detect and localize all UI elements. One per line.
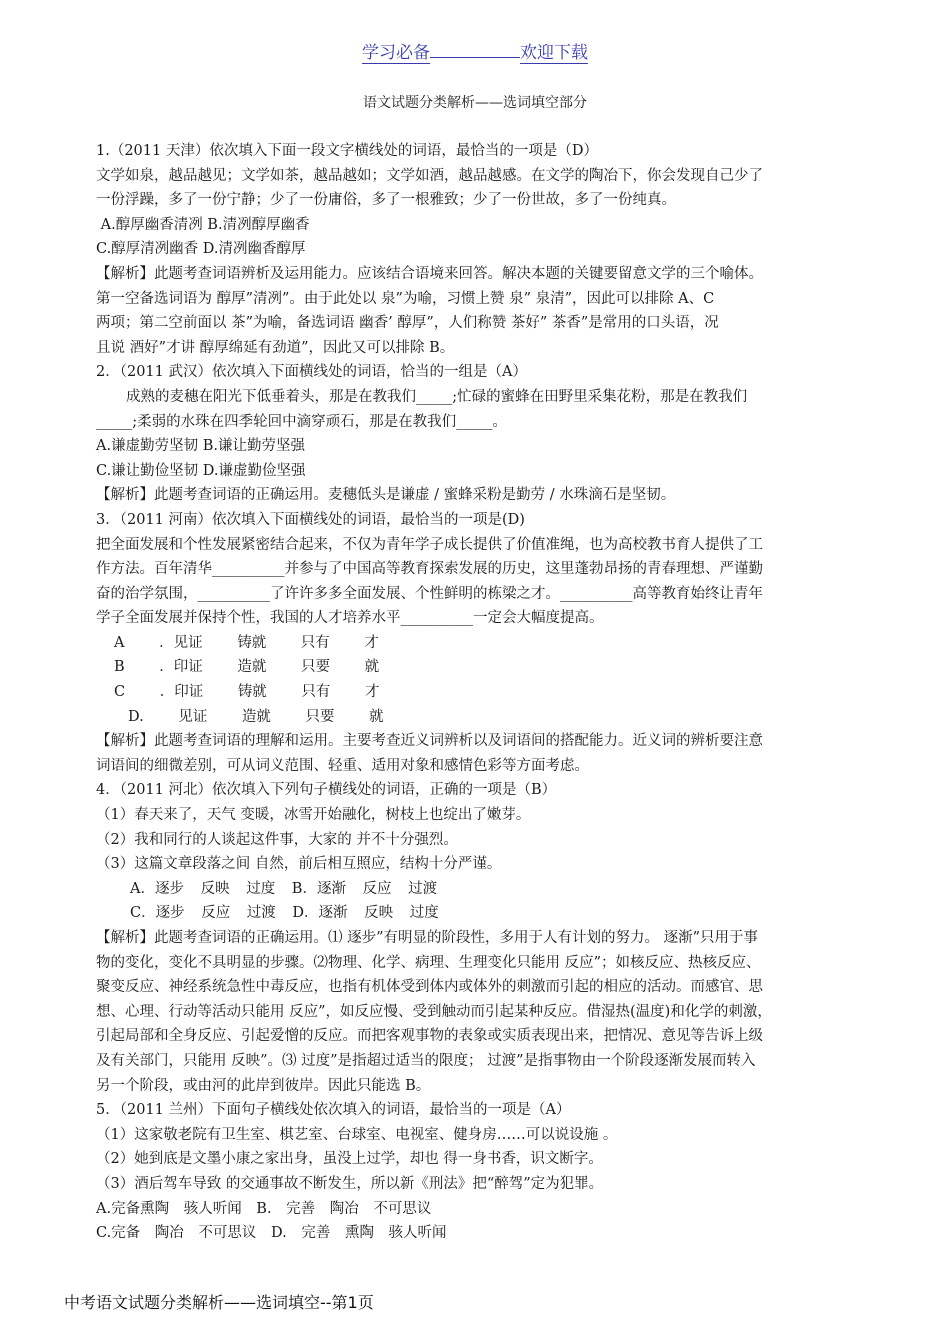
- text-line: （3）酒后驾车导致 的交通事故不断发生，所以新《刑法》把“醉驾”定为犯罪。: [96, 1175, 604, 1192]
- text-line: A.完备熏陶 骇人听闻 B. 完善 陶冶 不可思议: [96, 1200, 432, 1217]
- text-line: 1.（2011 天津）依次填入下面一段文字横线处的词语，最恰当的一项是（D）: [96, 143, 598, 159]
- text-line: C．逐步 反应 过渡 D．逐渐 反映 过度: [130, 905, 439, 922]
- text-line: 学子全面发展并保持个性，我国的人才培养水平__________一定会大幅度提高。: [96, 610, 604, 627]
- text-line: 词语间的细微差别，可从词义范围、轻重、适用对象和感情色彩等方面考虑。: [96, 757, 589, 774]
- text-line: 物的变化，变化不具明显的步骤。⑵物理、化学、病理、生理变化只能用 反应”；如核反应、热核反应、: [96, 954, 761, 971]
- text-line: 4．（2011 河北）依次填入下列句子横线处的词语，正确的一项是（B）: [96, 782, 557, 799]
- page-footer: 中考语文试题分类解析——选词填空--第1页: [64, 1293, 374, 1312]
- text-line: 【解析】此题考查词语的正确运用。⑴ 逐步”有明显的阶段性，多用于人有计划的努力。 逐渐”只用于事: [96, 930, 759, 946]
- text-line: 引起局部和全身反应、引起爱憎的反应。而把客观事物的表象或实质表现出来，把情况、意见等告诉上级: [96, 1028, 763, 1045]
- text-line: 5．（2011 兰州）下面句子横线处依次填入的词语，最恰当的一项是（A）: [96, 1102, 571, 1119]
- document-body: [96, 139, 866, 1246]
- text-line: 且说 酒好”才讲 醇厚绵延有劲道”，因此又可以排除 B。: [96, 339, 455, 356]
- text-line: 聚变反应、神经系统急性中毒反应，也指有机体受到体内或体外的刺激而引起的相应的活动。而感官、思: [96, 979, 763, 996]
- text-line: 一份浮躁，多了一份宁静；少了一份庸俗，多了一根雅致；少了一份世故，多了一份纯真。: [96, 192, 676, 209]
- page-header: [0, 38, 950, 63]
- text-line: （1）春天来了，天气 变暖，冰雪开始融化，树枝上也绽出了嫩芽。: [96, 807, 531, 824]
- text-line: 【解析】此题考查词语的正确运用。麦穗低头是谦虚 / 蜜蜂采粉是勤劳 / 水珠滴石是坚韧。: [96, 487, 676, 504]
- text-line: B ．印证 造就 只要 就: [114, 659, 380, 676]
- text-line: 作方法。百年清华__________并参与了中国高等教育探索发展的历史，这里蓬勃昂扬的青春理想、严谨勤: [96, 561, 763, 578]
- text-line: A.谦虚勤劳坚韧 B.谦让勤劳坚强: [96, 438, 305, 455]
- header-gap: [430, 43, 520, 58]
- text-line: （2）我和同行的人谈起这件事，大家的 并不十分强烈。: [96, 831, 458, 848]
- text-line: A ．见证 铸就 只有 才: [114, 634, 379, 651]
- text-line: A．逐步 反映 过度 B．逐渐 反应 过渡: [130, 880, 438, 897]
- text-line: 2．（2011 武汉）依次填入下面横线处的词语，恰当的一组是（A）: [96, 364, 527, 381]
- text-line: A.醇厚幽香清冽 B.清冽醇厚幽香: [96, 216, 310, 233]
- text-line: （3）这篇文章段落之间 自然，前后相互照应，结构十分严谨。: [96, 856, 502, 873]
- text-line: C.谦让勤俭坚韧 D.谦虚勤俭坚强: [96, 462, 306, 479]
- text-line: 【解析】此题考查词语辨析及运用能力。应该结合语境来回答。解决本题的关键要留意文学的三个喻体。: [96, 265, 763, 282]
- text-line: 第一空备选词语为 醇厚”清冽”。由于此处以 泉”为喻，习惯上赞 泉” 泉清”，因此可以排除 A、C: [96, 290, 715, 307]
- text-line: 成熟的麦穗在阳光下低垂着头，那是在教我们_____;忙碌的蜜蜂在田野里采集花粉，那是在教我们: [126, 388, 748, 405]
- text-line: （1）这家敬老院有卫生室、棋艺室、台球室、电视室、健身房……可以说设施 。: [96, 1126, 618, 1143]
- text-line: （2）她到底是文墨小康之家出身，虽没上过学，却也 得一身书香，识文断字。: [96, 1151, 603, 1168]
- text-line: C ．印证 铸就 只有 才: [114, 684, 380, 701]
- text-line: 【解析】此题考查词语的理解和运用。主要考查近义词辨析以及词语间的搭配能力。近义词的辨析要注意: [96, 733, 763, 750]
- header-left: 学习必备: [362, 43, 430, 63]
- text-line: 另一个阶段，或由河的此岸到彼岸。因此只能选 B。: [96, 1077, 431, 1094]
- text-line: 3．（2011 河南）依次填入下面横线处的词语，最恰当的一项是(D): [96, 511, 525, 528]
- header-right: 欢迎下载: [520, 43, 588, 63]
- text-line: C.醇厚清冽幽香 D.清冽幽香醇厚: [96, 241, 306, 258]
- text-line: 两项；第二空前面以 茶”为喻，备选词语 幽香’ 醇厚”，人们称赞 茶好” 茶香”是常用的口头语，况: [96, 315, 719, 332]
- text-line: D. 见证 造就 只要 就: [128, 708, 384, 725]
- document-title: 语文试题分类解析——选词填空部分: [363, 95, 587, 111]
- text-line: 把全面发展和个性发展紧密结合起来，不仅为青年学子成长提供了价值准绳，也为高校教书育人提供了工: [96, 536, 763, 553]
- text-line: 奋的治学氛围，__________了许许多多全面发展、个性鲜明的栋梁之才。__________高等教育始终让青年: [96, 585, 763, 602]
- text-line: 及有关部门，只能用 反映”。⑶ 过度”是指超过适当的限度； 过渡”是指事物由一个阶段逐渐发展而转入: [96, 1052, 756, 1069]
- text-line: 想、心理、行动等活动只能用 反应”，如反应慢、受到触动而引起某种反应。借湿热(温度)和化学的刺激，: [96, 1003, 772, 1020]
- text-line: _____;柔弱的水珠在四季轮回中滴穿顽石，那是在教我们_____。: [96, 413, 507, 430]
- text-line: C.完备 陶冶 不可思议 D. 完善 熏陶 骇人听闻: [96, 1225, 447, 1242]
- text-line: 文学如泉，越品越见；文学如茶，越品越如；文学如酒，越品越感。在文学的陶冶下，你会发现自己少了: [96, 167, 763, 184]
